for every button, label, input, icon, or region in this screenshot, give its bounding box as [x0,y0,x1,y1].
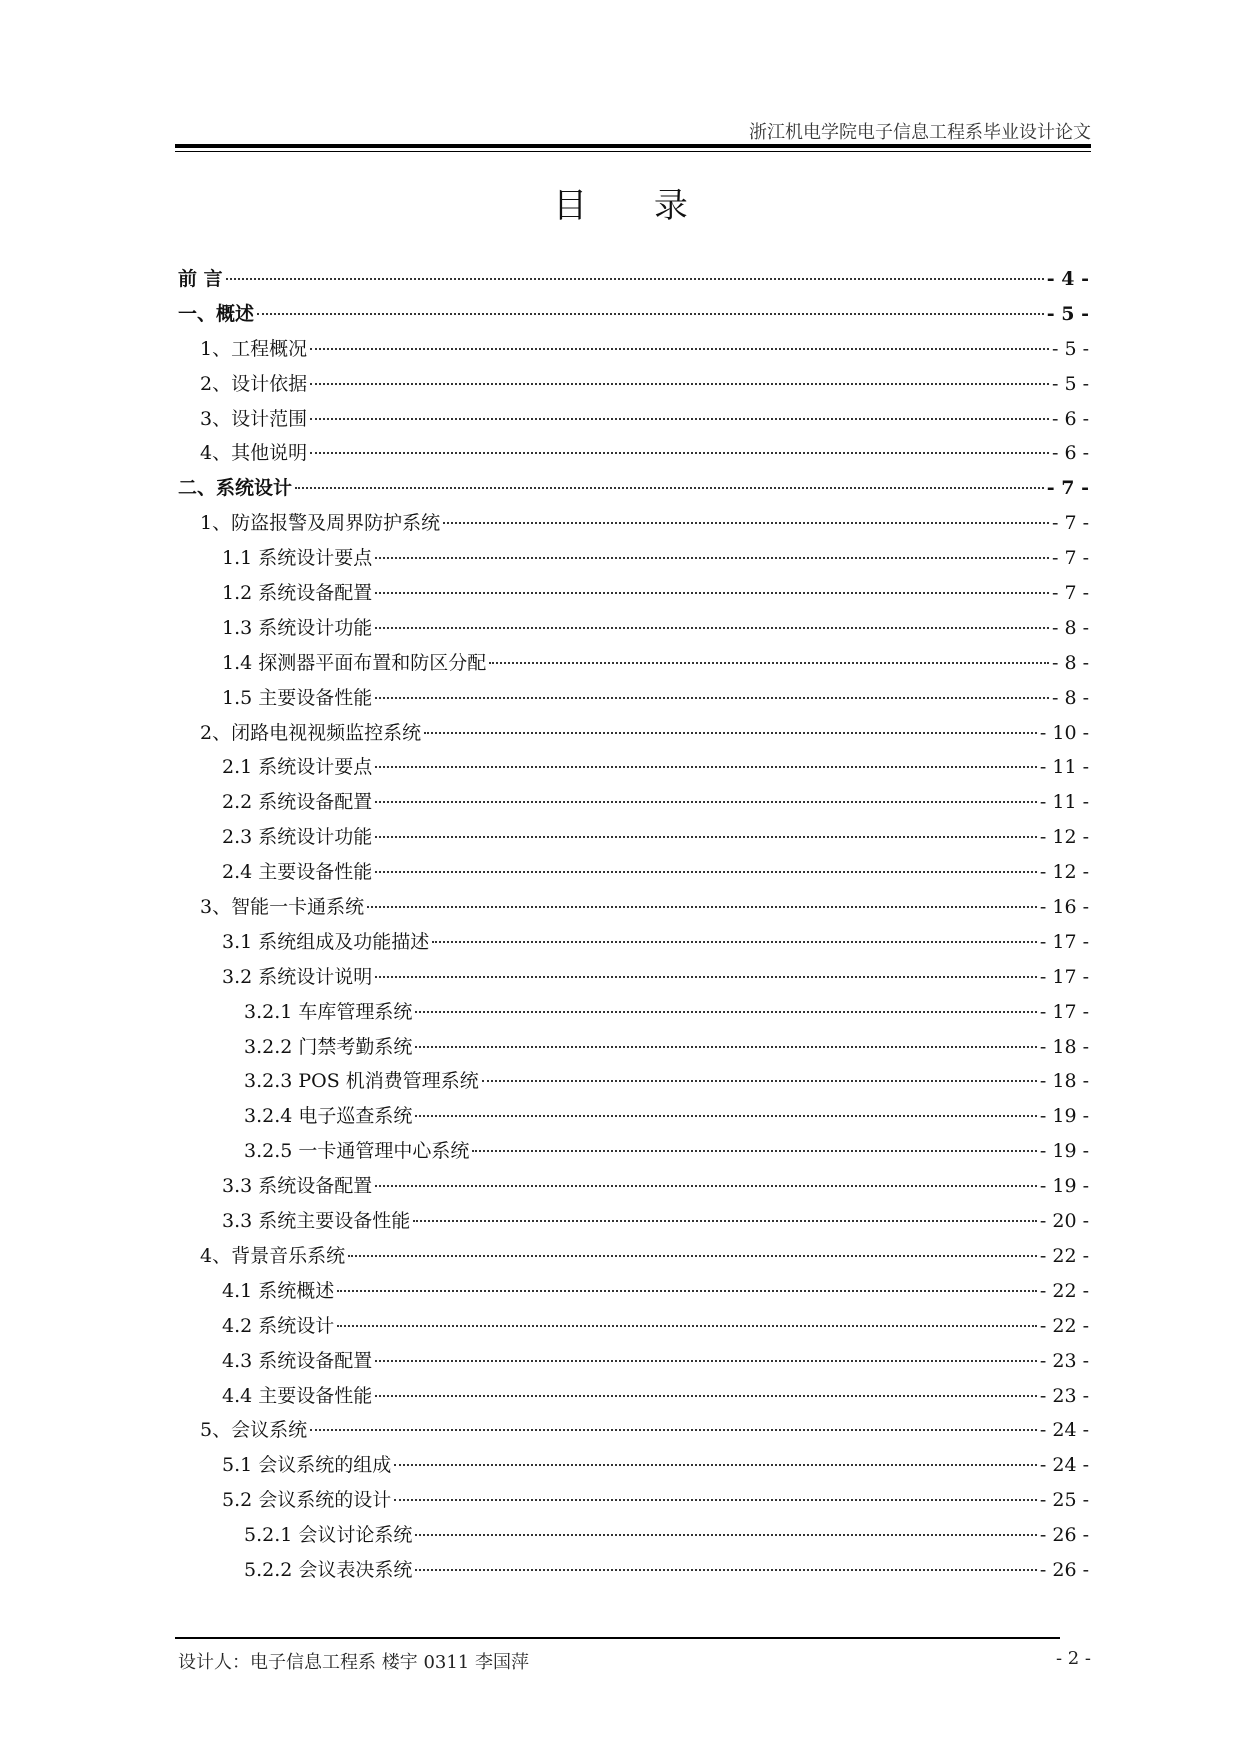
header-rule-thick [175,144,1091,148]
toc-entry-label: 1、防盗报警及周界防护系统 [200,512,441,535]
toc-entry[interactable] [178,648,1089,683]
toc-entry[interactable] [178,787,1089,822]
toc-entry-label: 2.4 主要设备性能 [222,861,373,884]
toc-dot-leader [310,348,1049,350]
toc-entry-label: 3.2.4 电子巡查系统 [244,1105,413,1128]
toc-dot-leader [375,1185,1037,1187]
toc-entry[interactable] [178,473,1089,508]
footer-rule [175,1637,1060,1639]
toc-entry[interactable] [178,1066,1089,1101]
toc-dot-leader [257,313,1044,315]
toc-entry[interactable] [178,857,1089,892]
toc-entry[interactable] [178,997,1089,1032]
toc-entry-page: - 18 - [1039,1070,1089,1093]
toc-entry[interactable] [178,1101,1089,1136]
toc-entry-label: 1.2 系统设备配置 [222,582,373,605]
toc-entry-label: 4、其他说明 [200,442,308,465]
toc-entry-label: 3、设计范围 [200,407,308,430]
toc-dot-leader [375,697,1049,699]
toc-dot-leader [375,592,1049,594]
toc-entry[interactable] [178,752,1089,787]
toc-dot-leader [415,1115,1037,1117]
running-header: 浙江机电学院电子信息工程系毕业设计论文 [749,122,1091,143]
toc-entry-label: 2.1 系统设计要点 [222,756,373,779]
toc-entry[interactable] [178,1136,1089,1171]
toc-entry[interactable] [178,613,1089,648]
toc-entry[interactable] [178,1241,1089,1276]
toc-dot-leader [375,801,1037,803]
toc-dot-leader [424,732,1037,734]
toc-entry[interactable] [178,1520,1089,1555]
toc-entry-page: - 7 - [1051,512,1089,535]
toc-entry-label: 3.1 系统组成及功能描述 [222,930,430,953]
toc-entry[interactable] [178,1206,1089,1241]
toc-dot-leader [375,836,1037,838]
toc-dot-leader [394,1499,1037,1501]
toc-entry-label: 一、概述 [178,302,255,325]
toc-entry[interactable] [178,962,1089,997]
toc-entry-page: - 22 - [1039,1244,1089,1267]
footer-author: 设计人：电子信息工程系 楼宇 0311 李国萍 [178,1652,529,1673]
toc-entry-page: - 7 - [1051,582,1089,605]
toc-entry[interactable] [178,718,1089,753]
toc-entry-label: 5.2.1 会议讨论系统 [244,1524,413,1547]
toc-entry-label: 1.1 系统设计要点 [222,547,373,570]
toc-dot-leader [472,1150,1037,1152]
toc-entry-page: - 7 - [1051,547,1089,570]
toc-dot-leader [415,1534,1037,1536]
toc-entry-label: 二、系统设计 [178,477,293,500]
toc-entry-label: 4.4 主要设备性能 [222,1384,373,1407]
toc-dot-leader [375,1395,1037,1397]
toc-dot-leader [413,1220,1037,1222]
toc-dot-leader [375,976,1037,978]
toc-dot-leader [375,766,1037,768]
toc-entry-label: 3.2.3 POS 机消费管理系统 [244,1070,479,1093]
toc-dot-leader [337,1325,1037,1327]
toc-dot-leader [394,1464,1037,1466]
toc-dot-leader [375,627,1049,629]
toc-entry-label: 4、背景音乐系统 [200,1244,346,1267]
toc-entry-page: - 24 - [1039,1419,1089,1442]
toc-entry-page: - 6 - [1051,407,1089,430]
toc-entry-label: 2、设计依据 [200,372,308,395]
toc-entry-page: - 25 - [1039,1489,1089,1512]
toc-entry-page: - 4 - [1046,268,1089,290]
toc-entry-page: - 6 - [1051,442,1089,465]
toc-entry-page: - 11 - [1039,791,1089,814]
toc-dot-leader [415,1046,1037,1048]
toc-entry[interactable] [178,1311,1089,1346]
toc-entry-page: - 7 - [1046,477,1089,500]
toc-entry[interactable] [178,1381,1089,1416]
toc-dot-leader [415,1569,1037,1571]
toc-entry[interactable] [178,299,1089,334]
toc-entry[interactable] [178,1276,1089,1311]
toc-entry-page: - 12 - [1039,861,1089,884]
toc-dot-leader [432,941,1037,943]
toc-entry-page: - 22 - [1039,1279,1089,1302]
toc-entry-page: - 5 - [1046,302,1089,325]
toc-entry[interactable] [178,1415,1089,1450]
toc-entry-page: - 17 - [1039,1000,1089,1023]
toc-entry[interactable] [178,508,1089,543]
table-of-contents [178,264,1089,1590]
toc-dot-leader [310,452,1049,454]
toc-entry[interactable] [178,1450,1089,1485]
toc-entry[interactable] [178,438,1089,473]
toc-entry-page: - 12 - [1039,826,1089,849]
toc-dot-leader [375,871,1037,873]
toc-entry-page: - 26 - [1039,1558,1089,1581]
toc-entry-label: 3.2 系统设计说明 [222,965,373,988]
toc-entry-label: 2.3 系统设计功能 [222,826,373,849]
toc-entry-label: 5、会议系统 [200,1419,308,1442]
toc-entry[interactable] [178,369,1089,404]
toc-dot-leader [482,1080,1037,1082]
page-title: 目 录 [553,186,716,226]
toc-dot-leader [367,906,1037,908]
toc-entry[interactable] [178,578,1089,613]
toc-entry-label: 前 言 [178,268,223,290]
toc-entry[interactable] [178,1485,1089,1520]
toc-entry-label: 4.1 系统概述 [222,1279,335,1302]
toc-entry-page: - 8 - [1051,686,1089,709]
toc-entry-label: 3.2.5 一卡通管理中心系统 [244,1140,470,1163]
toc-entry[interactable] [178,264,1089,299]
toc-entry[interactable] [178,1032,1089,1067]
toc-entry-page: - 26 - [1039,1524,1089,1547]
toc-entry-label: 4.2 系统设计 [222,1314,335,1337]
toc-dot-leader [443,522,1049,524]
toc-entry[interactable] [178,892,1089,927]
toc-entry[interactable] [178,822,1089,857]
toc-dot-leader [489,662,1049,664]
toc-entry-page: - 23 - [1039,1384,1089,1407]
toc-dot-leader [415,1011,1037,1013]
toc-entry[interactable] [178,1171,1089,1206]
toc-dot-leader [310,1429,1037,1431]
footer-page-number: - 2 - [1055,1648,1091,1669]
toc-entry-label: 1.3 系统设计功能 [222,616,373,639]
toc-entry-label: 5.2.2 会议表决系统 [244,1558,413,1581]
toc-entry[interactable] [178,927,1089,962]
toc-entry-page: - 20 - [1039,1210,1089,1233]
toc-entry-label: 3.2.2 门禁考勤系统 [244,1035,413,1058]
toc-entry[interactable] [178,543,1089,578]
toc-entry-label: 1.4 探测器平面布置和防区分配 [222,651,487,674]
toc-entry-page: - 11 - [1039,756,1089,779]
toc-dot-leader [348,1255,1037,1257]
toc-dot-leader [310,383,1049,385]
toc-entry-page: - 10 - [1039,721,1089,744]
toc-entry-label: 5.2 会议系统的设计 [222,1489,392,1512]
toc-dot-leader [375,557,1049,559]
toc-entry-label: 5.1 会议系统的组成 [222,1454,392,1477]
toc-entry-label: 1、工程概况 [200,337,308,360]
toc-entry-label: 2.2 系统设备配置 [222,791,373,814]
toc-entry-label: 3.3 系统主要设备性能 [222,1210,411,1233]
toc-entry-page: - 8 - [1051,651,1089,674]
toc-entry-page: - 19 - [1039,1105,1089,1128]
toc-entry-label: 3、智能一卡通系统 [200,896,365,919]
toc-entry-page: - 23 - [1039,1349,1089,1372]
toc-dot-leader [375,1360,1037,1362]
toc-entry[interactable] [178,683,1089,718]
header-rule-thin [175,151,1091,152]
toc-entry-label: 3.2.1 车库管理系统 [244,1000,413,1023]
toc-entry-page: - 17 - [1039,965,1089,988]
toc-dot-leader [226,278,1044,280]
toc-entry-page: - 5 - [1051,372,1089,395]
toc-dot-leader [310,418,1049,420]
toc-entry-label: 1.5 主要设备性能 [222,686,373,709]
toc-entry-page: - 5 - [1051,337,1089,360]
toc-entry-page: - 8 - [1051,616,1089,639]
toc-entry-page: - 17 - [1039,930,1089,953]
toc-dot-leader [295,487,1044,489]
toc-entry-page: - 19 - [1039,1140,1089,1163]
toc-entry-page: - 19 - [1039,1175,1089,1198]
toc-entry[interactable] [178,1555,1089,1590]
toc-entry-label: 2、闭路电视视频监控系统 [200,721,422,744]
toc-entry-page: - 16 - [1039,896,1089,919]
toc-entry[interactable] [178,334,1089,369]
toc-entry-page: - 24 - [1039,1454,1089,1477]
toc-entry-page: - 22 - [1039,1314,1089,1337]
toc-entry-page: - 18 - [1039,1035,1089,1058]
toc-entry[interactable] [178,404,1089,439]
toc-entry-label: 4.3 系统设备配置 [222,1349,373,1372]
toc-dot-leader [337,1290,1037,1292]
toc-entry-label: 3.3 系统设备配置 [222,1175,373,1198]
toc-entry[interactable] [178,1346,1089,1381]
